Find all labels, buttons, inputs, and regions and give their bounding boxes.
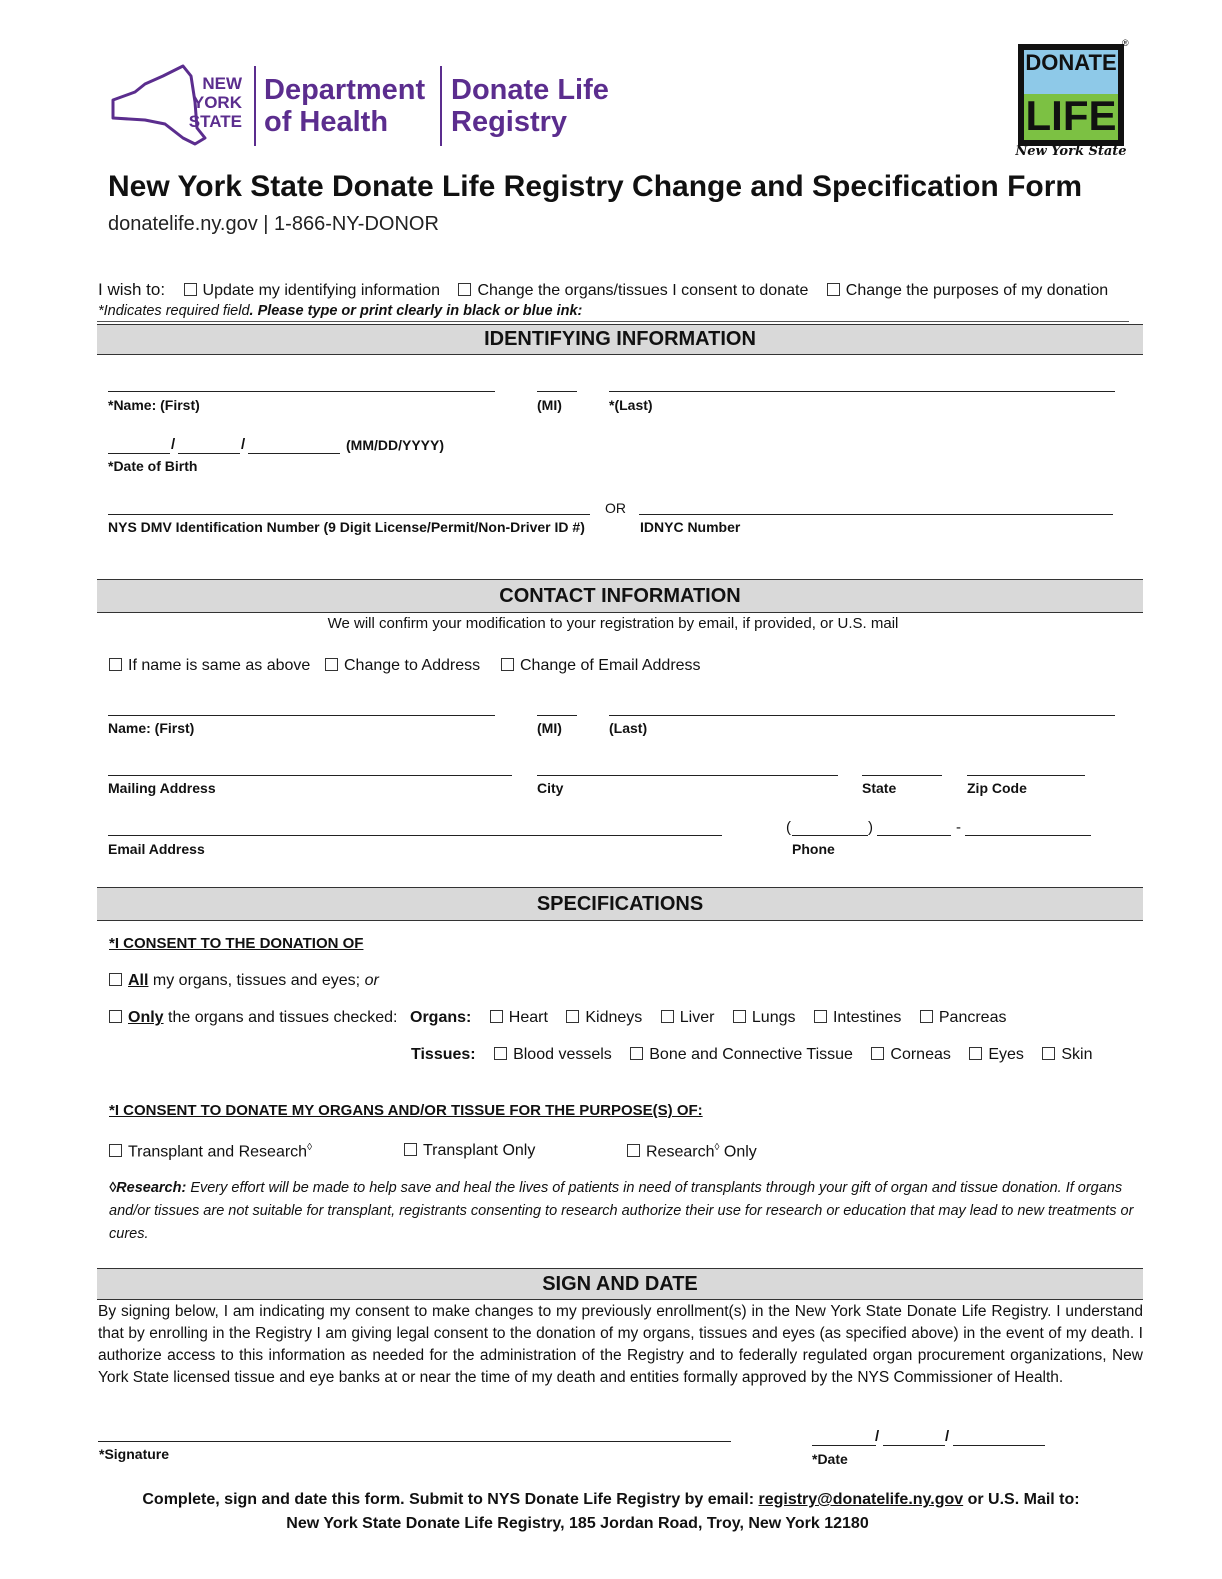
option-label: If name is same as above: [128, 657, 311, 674]
phone-area-field[interactable]: [792, 835, 868, 836]
purpose-transplant-only-checkbox[interactable]: [404, 1142, 535, 1160]
diamond-mark: ◊: [307, 1142, 313, 1153]
footer-line-1: [0, 1491, 1222, 1509]
wish-label: I wish to:: [98, 280, 166, 299]
tissues-row: [411, 1046, 1106, 1064]
slash: /: [875, 1428, 880, 1445]
mi-field[interactable]: [537, 391, 577, 392]
option-label: Skin: [1061, 1046, 1093, 1063]
phone-dash: -: [956, 819, 961, 836]
option-label: Change to Address: [344, 657, 481, 674]
slash: /: [171, 436, 176, 453]
city-label: City: [537, 780, 564, 796]
option-label: Only: [719, 1143, 757, 1161]
organs-row: [410, 1009, 1020, 1027]
state-line-2: YORK: [192, 93, 242, 112]
organs-label: Organs:: [410, 1009, 472, 1026]
tissues-label: Tissues:: [411, 1046, 476, 1063]
state-line-3: STATE: [188, 112, 242, 131]
all-rest: my organs, tissues and eyes;: [148, 972, 365, 989]
checkbox-icon: [494, 1047, 507, 1060]
purpose-heading: *I CONSENT TO DONATE MY ORGANS AND/OR TISSUE FOR THE PURPOSE(S) OF:: [109, 1102, 703, 1119]
option-label: Bone and Connective Tissue: [649, 1046, 853, 1063]
zip-field[interactable]: [967, 775, 1085, 776]
divider: [97, 321, 1129, 322]
checkbox-icon: [627, 1144, 640, 1157]
update-identifying-checkbox[interactable]: [184, 282, 440, 299]
date-day-field[interactable]: [883, 1445, 945, 1446]
dob-month-field[interactable]: [108, 453, 170, 454]
specifications-heading: SPECIFICATIONS: [97, 887, 1143, 921]
dmv-id-label: NYS DMV Identification Number (9 Digit License/Permit/Non-Driver ID #): [108, 519, 585, 535]
option-label: Kidneys: [585, 1009, 643, 1026]
option-label: Change the organs/tissues I consent to donate: [477, 282, 809, 299]
date-label: *Date: [812, 1451, 848, 1467]
checkbox-icon: [566, 1010, 579, 1023]
checkbox-icon: [109, 973, 122, 986]
contact-mi-field[interactable]: [537, 715, 577, 716]
registered-mark: ®: [1122, 38, 1129, 48]
identifying-heading: IDENTIFYING INFORMATION: [97, 324, 1143, 355]
paren-close: ): [868, 819, 873, 836]
option-label: Change the purposes of my donation: [845, 282, 1109, 299]
signature-label: *Signature: [99, 1446, 170, 1462]
checkbox-icon: [184, 283, 197, 296]
all-organs-checkbox[interactable]: [109, 972, 379, 990]
option-label: Change of Email Address: [520, 657, 701, 674]
option-label: Research: [646, 1143, 715, 1161]
organ-pancreas-checkbox[interactable]: [920, 1009, 1007, 1026]
nys-wordmark: [186, 74, 242, 131]
checkbox-icon: [814, 1010, 827, 1023]
option-label: Pancreas: [938, 1009, 1007, 1026]
signature-field[interactable]: [98, 1441, 731, 1442]
last-name-field[interactable]: [609, 391, 1115, 392]
option-label: Liver: [679, 1009, 715, 1026]
research-label: ◊Research:: [109, 1180, 187, 1196]
last-name-label: *(Last): [609, 397, 653, 413]
state-field[interactable]: [862, 775, 942, 776]
change-address-checkbox[interactable]: [325, 657, 480, 675]
option-label: Lungs: [751, 1009, 796, 1026]
contact-mi-label: (MI): [537, 720, 562, 736]
date-year-field[interactable]: [953, 1445, 1045, 1446]
slash: /: [945, 1428, 950, 1445]
contact-last-field[interactable]: [609, 715, 1115, 716]
contact-heading: CONTACT INFORMATION: [97, 579, 1143, 613]
change-organs-checkbox[interactable]: [458, 282, 808, 299]
checkbox-icon: [109, 658, 122, 671]
checkbox-icon: [109, 1010, 122, 1023]
email-label: Email Address: [108, 841, 205, 857]
registry-line-2: Registry: [451, 106, 568, 138]
only-word: Only: [128, 1009, 164, 1026]
contact-first-label: Name: (First): [108, 720, 195, 736]
consent-paragraph: By signing below, I am indicating my consent to make changes to my previously enrollment(s) in the New York State Donate Life Registry. I understand that by enrolling in the Registry I am giving legal consent to the donation of my organs, tissues and eyes (as specified above) in the event of my death. I authorize access to this information as needed for the administration of the Registry and to federally regulated organ procurement organizations, New York State licensed tissue and eye banks at or near the time of my death and entities formally approved by the NYS Commissioner of Health.: [98, 1303, 1143, 1386]
sign-heading: SIGN AND DATE: [97, 1268, 1143, 1300]
registry-name: [451, 74, 609, 138]
checkbox-icon: [969, 1047, 982, 1060]
only-checked-checkbox[interactable]: [109, 1009, 397, 1027]
header-divider-2: [440, 66, 442, 146]
city-field[interactable]: [537, 775, 838, 776]
organ-intestines-checkbox[interactable]: [814, 1009, 901, 1026]
state-line-1: NEW: [202, 74, 242, 93]
consent-heading: *I CONSENT TO THE DONATION OF: [109, 935, 364, 952]
ink-note: . Please type or print clearly in black or blue ink:: [249, 303, 583, 319]
tissue-skin-checkbox[interactable]: [1042, 1046, 1092, 1063]
research-text: Every effort will be made to help save and heal the lives of patients in need of transplants through your gift of organ and tissue donation. If organs and/or tissues are not suitable for transplant, registrants consenting to research authorize their use for research or education that may lead to new treatments or cures.: [109, 1180, 1134, 1242]
option-label: Heart: [508, 1009, 548, 1026]
date-month-field[interactable]: [812, 1445, 876, 1446]
paren-open: (: [786, 819, 791, 836]
organ-liver-checkbox[interactable]: [661, 1009, 715, 1026]
option-label: Blood vessels: [513, 1046, 612, 1063]
phone-label: Phone: [792, 841, 835, 857]
checkbox-icon: [871, 1047, 884, 1060]
purpose-research-only-checkbox[interactable]: [627, 1142, 757, 1161]
logo-life-text: LIFE: [1025, 92, 1117, 139]
first-name-field[interactable]: [108, 391, 495, 392]
tissue-blood-vessels-checkbox[interactable]: [494, 1046, 612, 1063]
department-name: [264, 74, 425, 138]
dept-line-2: of Health: [264, 106, 389, 138]
same-name-checkbox[interactable]: [109, 657, 310, 675]
idnyc-field[interactable]: [639, 514, 1113, 515]
checkbox-icon: [501, 658, 514, 671]
contact-first-field[interactable]: [108, 715, 495, 716]
slash: /: [241, 436, 246, 453]
checkbox-icon: [1042, 1047, 1055, 1060]
diamond-mark: ◊: [714, 1142, 720, 1153]
option-label: Transplant and Research: [128, 1143, 308, 1161]
checkbox-icon: [920, 1010, 933, 1023]
option-label: Transplant Only: [423, 1142, 536, 1159]
registry-email-link[interactable]: registry@donatelife.ny.gov: [758, 1491, 964, 1508]
header-divider: [254, 66, 256, 146]
required-note-text: *Indicates required field: [98, 303, 250, 319]
phone-prefix-field[interactable]: [877, 835, 951, 836]
dob-day-field[interactable]: [178, 453, 240, 454]
checkbox-icon: [109, 1144, 122, 1157]
first-name-label: *Name: (First): [108, 397, 200, 413]
checkbox-icon: [325, 658, 338, 671]
zip-label: Zip Code: [967, 780, 1027, 796]
registry-line-1: Donate Life: [451, 74, 609, 106]
checkbox-icon: [661, 1010, 674, 1023]
email-field[interactable]: [108, 835, 722, 836]
dept-line-1: Department: [264, 74, 426, 106]
contact-note: We will confirm your modification to your registration by email, if provided, or U.S. mail: [327, 615, 899, 632]
purpose-transplant-research-checkbox[interactable]: [109, 1142, 312, 1161]
research-note: [109, 1177, 1139, 1246]
checkbox-icon: [827, 283, 840, 296]
dob-format: (MM/DD/YYYY): [346, 437, 444, 453]
option-label: Eyes: [988, 1046, 1024, 1063]
contact-last-label: (Last): [609, 720, 648, 736]
all-or: or: [364, 972, 379, 989]
page-subtitle: donatelife.ny.gov | 1-866-NY-DONOR: [108, 213, 439, 235]
dob-year-field[interactable]: [248, 453, 340, 454]
or-text: OR: [605, 500, 626, 516]
logo-donate-text: DONATE: [1025, 50, 1117, 75]
option-label: Update my identifying information: [202, 282, 440, 299]
all-word: All: [128, 972, 149, 989]
idnyc-label: IDNYC Number: [640, 519, 741, 535]
tissue-bone-checkbox[interactable]: [630, 1046, 853, 1063]
footer-mail: or U.S. Mail to:: [963, 1491, 1080, 1508]
checkbox-icon: [490, 1010, 503, 1023]
mi-label: (MI): [537, 397, 562, 413]
state-label: State: [862, 780, 897, 796]
checkbox-icon: [630, 1047, 643, 1060]
logo-subtitle: New York State: [1015, 144, 1127, 159]
organ-heart-checkbox[interactable]: [490, 1009, 548, 1026]
option-label: Intestines: [832, 1009, 902, 1026]
change-email-checkbox[interactable]: [501, 657, 701, 675]
checkbox-icon: [733, 1010, 746, 1023]
organ-lungs-checkbox[interactable]: [733, 1009, 796, 1026]
dmv-id-field[interactable]: [108, 514, 590, 515]
organ-kidneys-checkbox[interactable]: [566, 1009, 642, 1026]
checkbox-icon: [458, 283, 471, 296]
only-rest: the organs and tissues checked:: [163, 1009, 398, 1026]
checkbox-icon: [404, 1143, 417, 1156]
mailing-address-label: Mailing Address: [108, 780, 216, 796]
footer-address: New York State Donate Life Registry, 185 Jordan Road, Troy, New York 12180: [286, 1515, 869, 1532]
dob-label: *Date of Birth: [108, 458, 198, 474]
phone-line-field[interactable]: [965, 835, 1091, 836]
footer-instructions: Complete, sign and date this form. Submit to NYS Donate Life Registry by email:: [142, 1491, 759, 1508]
donate-life-logo: [1012, 38, 1134, 162]
option-label: Corneas: [890, 1046, 951, 1063]
mailing-address-field[interactable]: [108, 775, 512, 776]
required-note: [98, 303, 582, 319]
page-title: New York State Donate Life Registry Change and Specification Form: [108, 170, 1083, 203]
wish-row: [98, 280, 1122, 300]
change-purposes-checkbox[interactable]: [827, 282, 1108, 299]
tissue-corneas-checkbox[interactable]: [871, 1046, 950, 1063]
tissue-eyes-checkbox[interactable]: [969, 1046, 1024, 1063]
